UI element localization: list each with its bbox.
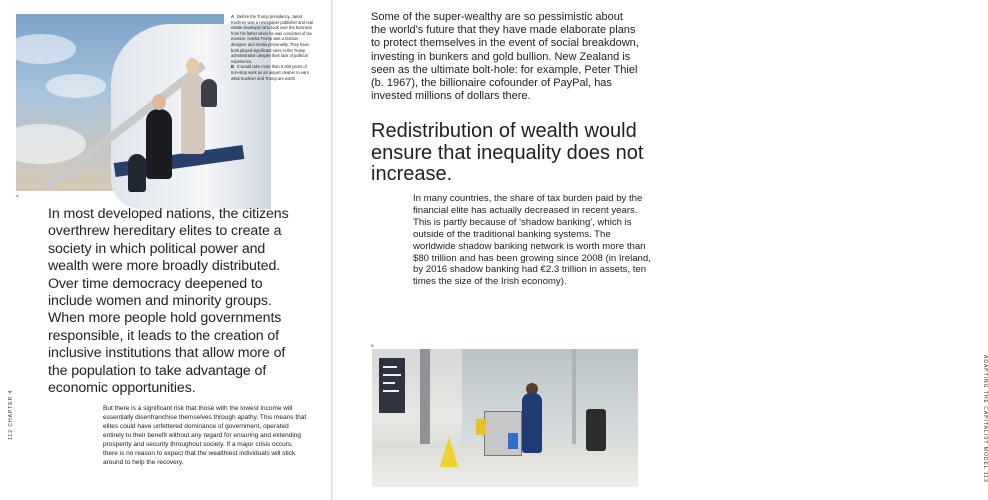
airport-direction-sign	[379, 358, 405, 413]
person-man-suit	[146, 109, 172, 179]
caption-b	[231, 64, 315, 81]
photo-captions	[231, 14, 315, 81]
caption-a-letter: A	[231, 14, 234, 19]
right-page	[333, 0, 988, 500]
right-folio: ADAPTING THE CAPITALIST MODEL 113	[982, 355, 988, 483]
figure-b-label: B	[371, 343, 374, 348]
left-folio: 112 CHAPTER 4	[8, 389, 14, 440]
floor-machine	[586, 409, 606, 451]
photo-kushner-trump-airplane-stairs	[16, 14, 224, 191]
cleaner-worker	[522, 393, 542, 453]
left-lead-paragraph: In most developed nations, the citizens overthrew hereditary elites to create a society in which political power and wealth were more broadly distributed. Over time democracy deepened to include women and minority groups. When more people hold governments responsible, it leads to the creation of inclusive institutions that allow more of the population to take advantage of economic opportunities.	[48, 206, 289, 397]
caption-b-text: It would take more than 6,000 years of non-stop work as an airport cleaner to earn what Kushner and Trump are worth.	[231, 64, 310, 81]
person-child-lower	[128, 154, 146, 192]
caption-a-text: Before the Trump presidency, Jared Kushner was a newspaper publisher and real estate developer who took over the business from his father when he was convicted of tax evasion. Ivanka Trump was a fashion designer and media personality. They have both played significant roles in the Trump administration despite their lack of political experience.	[231, 14, 313, 64]
person-child	[201, 79, 217, 107]
right-lead-paragraph: Some of the super-wealthy are so pessimistic about the world's future that they have made elaborate plans to protect themselves in the event of social breakdown, investing in bunkers and gold bullion. New Zealand is seen as the ultimate bolt-hole: for example, Peter Thiel (b. 1967), the billionaire cofounder of PayPal, has invested millions of dollars there.	[371, 11, 639, 103]
caption-b-letter: B	[231, 64, 234, 70]
left-body-paragraph: But there is a significant risk that those with the lowest income will essentially disenfranchise themselves through apathy. This means that elites could have unfettered dominance of government, operated entirely to their benefit without any regard for ensuring and extending prosperity and security throughout society. If a major crisis occurs, there is no reason to expect that the wealthiest individuals will stick around to help the recovery.	[103, 405, 307, 466]
right-body-paragraph: In many countries, the share of tax burden paid by the financial elite has actually decreased in recent years. This is partly because of 'shadow banking', which is outside of the traditional banking systems. The worldwide shadow banking network is worth more than $80 trillion and has been growing since 2008 (in Ireland, by 2016 shadow banking had €2.3 trillion in assets, ten times the size of the Irish economy).	[413, 193, 651, 288]
caption-a	[231, 14, 315, 64]
section-heading: Redistribution of wealth would ensure that inequality does not increase.	[371, 120, 644, 185]
wet-floor-sign	[440, 437, 458, 467]
left-page	[0, 0, 331, 500]
figure-a-label: A	[16, 193, 19, 198]
photo-airport-cleaner	[372, 349, 638, 487]
